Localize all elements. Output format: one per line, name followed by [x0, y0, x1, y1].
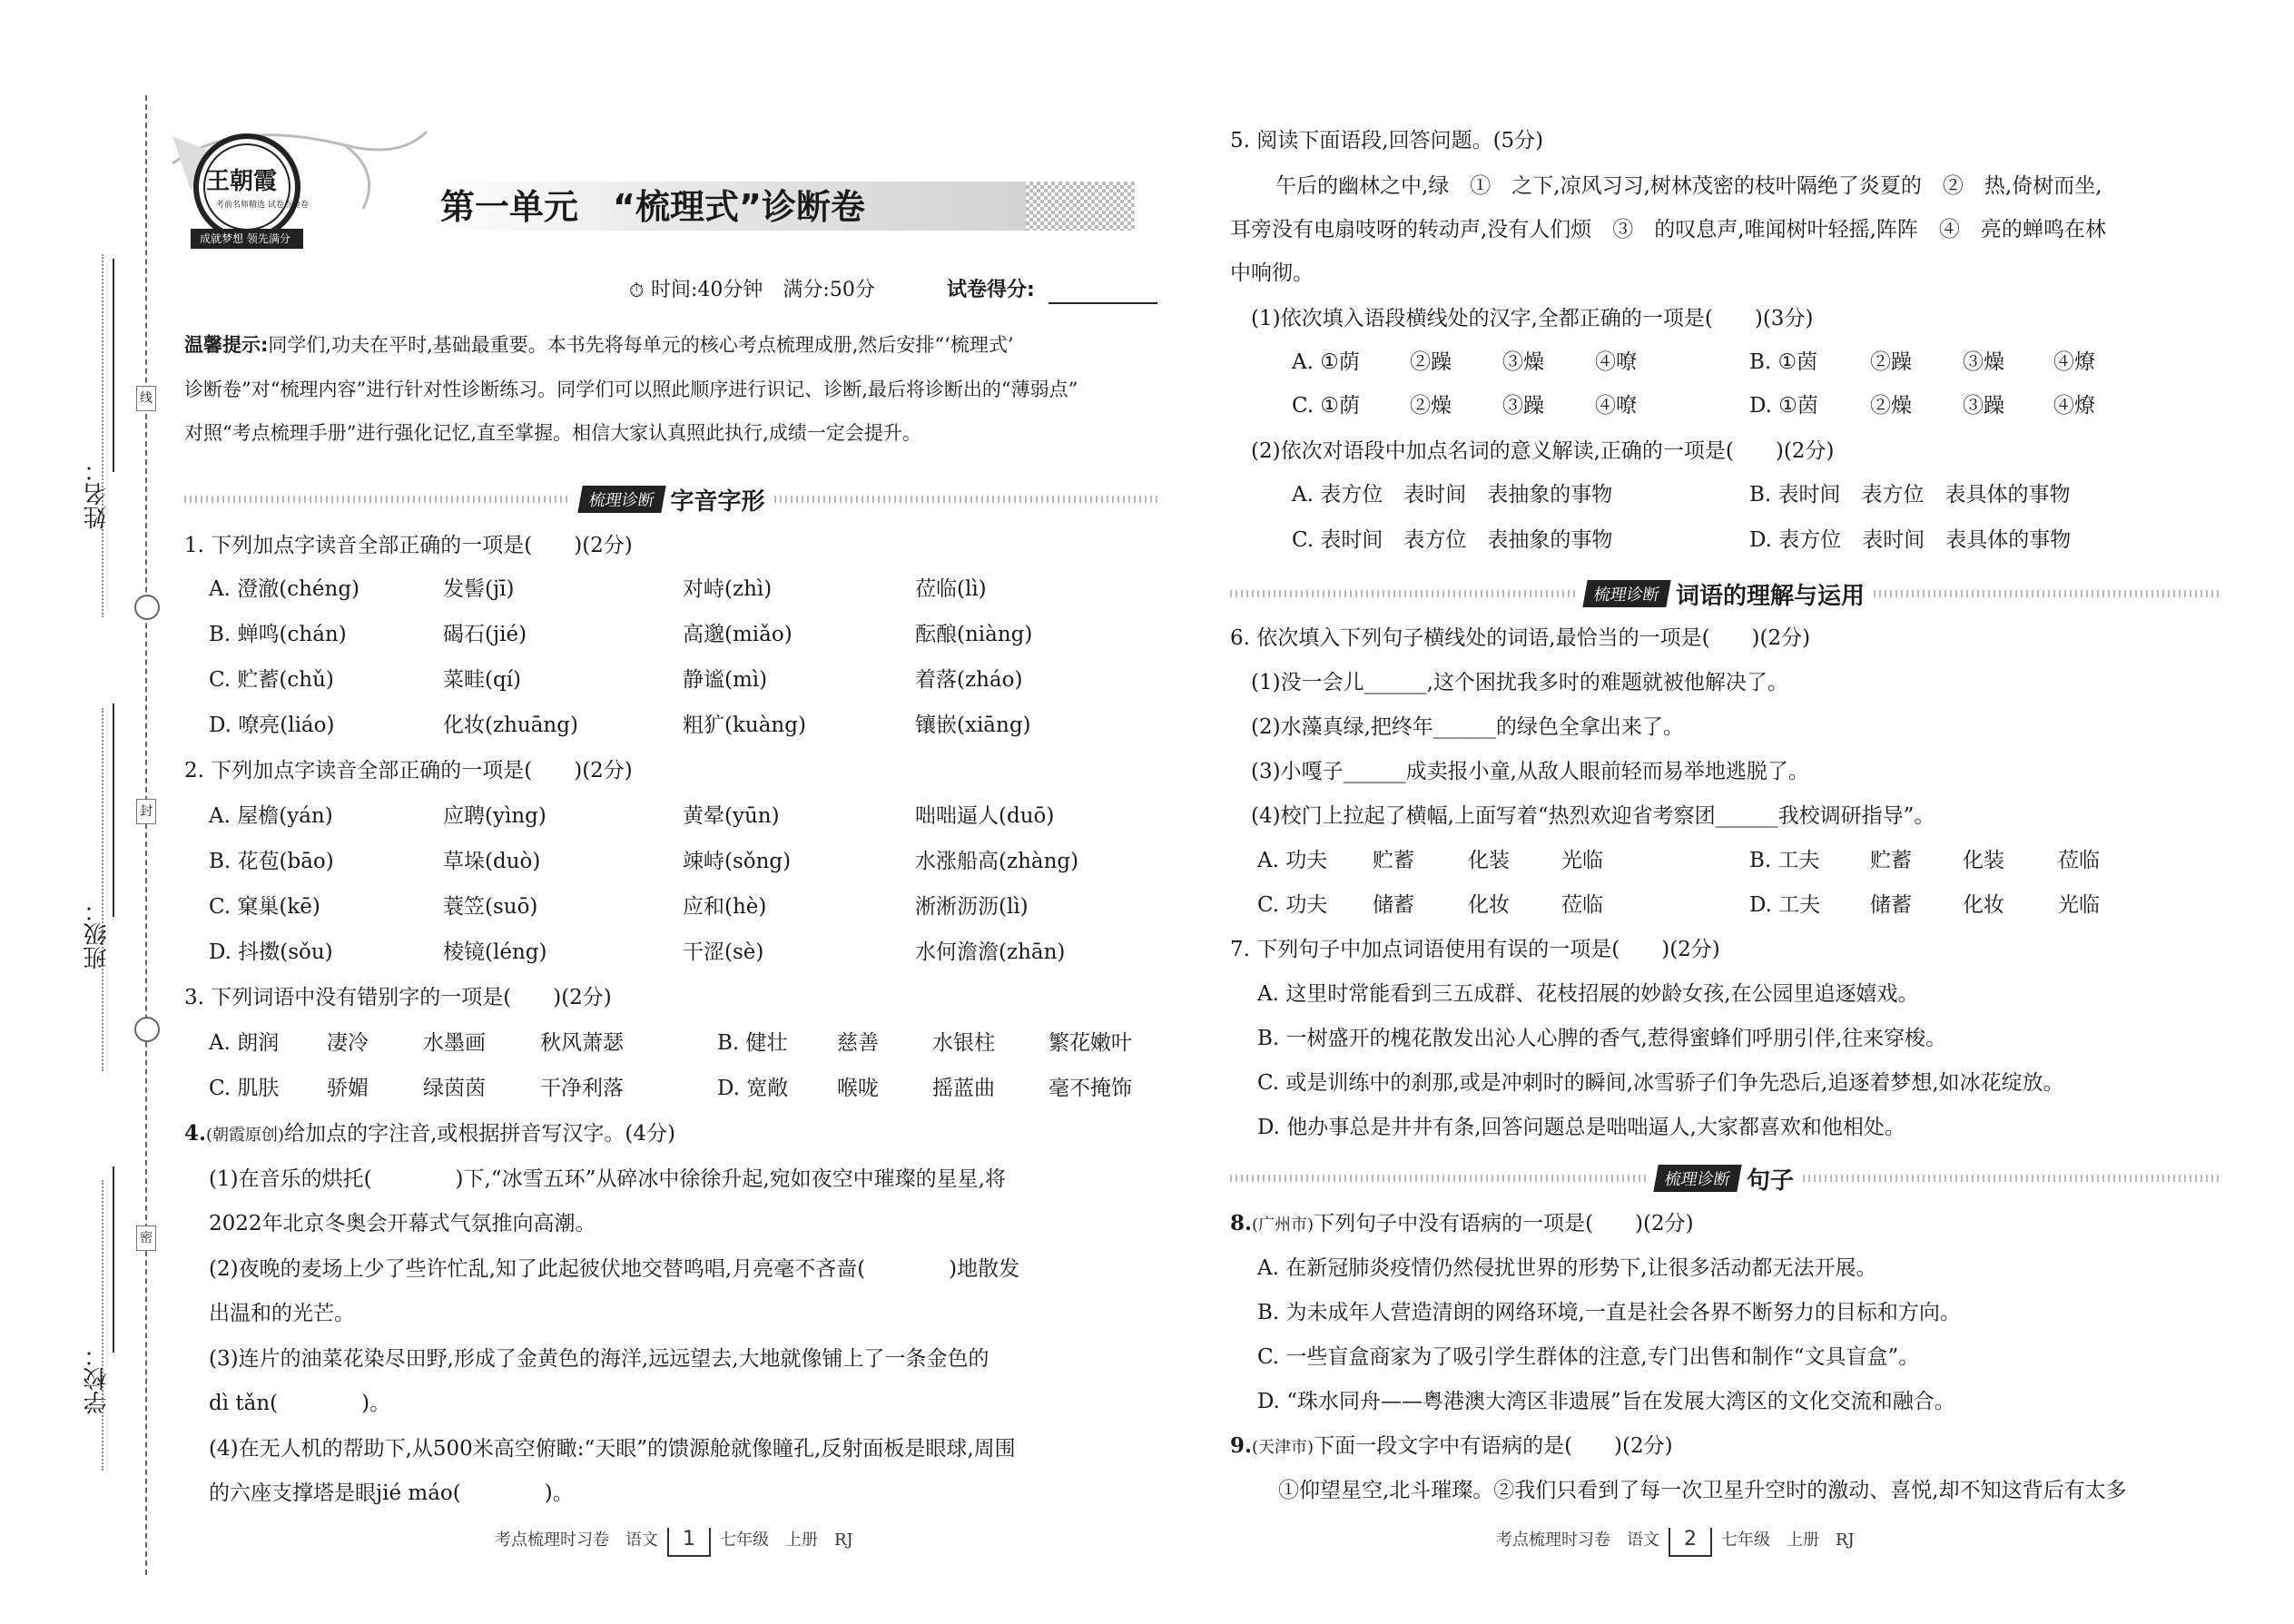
binding-dotted-line — [102, 254, 103, 617]
q2-opt: 黄晕(yūn) — [683, 804, 780, 828]
seal-mi: 密 — [136, 1225, 156, 1251]
q2-opt: 应和(hè) — [683, 895, 767, 919]
q2-opt: A. 屋檐(yán) — [209, 804, 333, 828]
q5-opt: A. 表方位 表时间 表抽象的事物 — [1292, 483, 1613, 507]
section-dots — [184, 496, 571, 503]
name-blank-line — [113, 259, 114, 472]
q3-opt: 凄冷 — [327, 1031, 369, 1055]
q8-num: 8. — [1230, 1211, 1253, 1235]
section-title: 词语的理解与运用 — [1676, 582, 1866, 610]
q1-opt: 碣石(jié) — [443, 623, 527, 646]
q5-para: 午后的幽林之中,绿 ① 之下,凉风习习,树林茂密的枝叶隔绝了炎夏的 ② 热,倚树而坐, — [1275, 174, 2102, 198]
q2-opt: 棱镜(léng) — [443, 940, 547, 964]
q4-line: (1)在音乐的烘托( )下,“冰雪五环”从碎冰中徐徐升起,宛如夜空中璀璨的星星,将 — [209, 1167, 1006, 1191]
seal-circle — [134, 1017, 160, 1042]
q2-opt: 淅淅沥沥(lì) — [915, 895, 1029, 919]
q2-opt: 草垛(duò) — [443, 850, 541, 873]
q1-opt: 菜畦(qí) — [443, 668, 522, 692]
q6-opt: D. 工夫 — [1749, 893, 1821, 917]
q6-line: (2)水藻真绿,把终年______的绿色全拿出来了。 — [1251, 715, 1684, 739]
section-header-2 — [1230, 579, 2220, 608]
q9-line: ①仰望星空,北斗璀璨。②我们只看到了每一次卫星升空时的激动、喜悦,却不知这背后有太多 — [1278, 1479, 2127, 1502]
q6-opt: 储蓄 — [1870, 893, 1912, 917]
q3-opt: 摇蓝曲 — [932, 1077, 995, 1100]
q5-opt: C. 表时间 表方位 表抽象的事物 — [1292, 528, 1613, 552]
section-tag: 梳理诊断 — [1653, 1165, 1741, 1192]
q6-opt: 莅临 — [1561, 893, 1603, 917]
q1-stem: 1. 下列加点字读音全部正确的一项是( )(2分) — [184, 534, 633, 557]
section-dots — [1803, 1175, 2220, 1182]
q1-opt: 高邈(miǎo) — [683, 623, 793, 646]
q6-opt: 储蓄 — [1373, 893, 1414, 917]
q3-opt: A. 朗润 — [209, 1031, 280, 1055]
class-label: 班级： — [84, 899, 111, 969]
exam-meta: 时间:40分钟 满分:50分 — [651, 279, 875, 301]
q8-stem-text: 下列句子中没有语病的一项是( )(2分) — [1314, 1212, 1694, 1235]
binding-dotted-line — [102, 1180, 103, 1471]
name-label: 姓名： — [84, 458, 111, 529]
q3-opt: 慈善 — [837, 1031, 879, 1055]
q1-opt: 粗犷(kuàng) — [683, 714, 806, 737]
q5-opt: ②躁 — [1870, 350, 1912, 374]
q2-opt: 咄咄逼人(duō) — [915, 804, 1055, 828]
footer-left-title: 考点梳理时习卷 语文 — [495, 1530, 658, 1550]
section-header-3 — [1230, 1164, 2220, 1193]
q5-opt: D. ①茵 — [1749, 394, 1818, 418]
score-label: 试卷得分: — [947, 279, 1035, 301]
title-band-pattern — [1026, 182, 1135, 231]
q6-opt: 贮蓄 — [1373, 849, 1414, 872]
q6-opt: C. 功夫 — [1257, 893, 1328, 917]
q2-opt: 水何澹澹(zhān) — [915, 940, 1066, 964]
footer-right-grade: 七年级 上册 RJ — [1721, 1530, 1855, 1550]
clock-icon: ⏱ — [629, 280, 645, 301]
q6-opt: 光临 — [1561, 849, 1603, 872]
q5-opt: ③躁 — [1502, 394, 1544, 418]
q6-opt: A. 功夫 — [1257, 849, 1328, 872]
section-dots — [774, 496, 1161, 503]
q7-opt: C. 或是训练中的刹那,或是冲刺时的瞬间,冰雪骄子们争先恐后,追逐着梦想,如冰花绽放。 — [1257, 1071, 2064, 1095]
q4-tag: (朝霞原创) — [206, 1126, 285, 1145]
q6-line: (3)小嘎子______成卖报小童,从敌人眼前轻而易举地逃脱了。 — [1251, 760, 1809, 783]
q3-opt: 水银柱 — [932, 1031, 995, 1055]
page-number-right: 2 — [1669, 1528, 1712, 1557]
q3-opt: 秋风萧瑟 — [540, 1031, 624, 1055]
q2-opt: D. 抖擞(sǒu) — [209, 940, 333, 964]
q8-stem — [1230, 1210, 1694, 1239]
logo-text: 王朝霞 — [206, 168, 278, 195]
q9-num: 9. — [1230, 1433, 1253, 1458]
q3-opt: 干净利落 — [540, 1077, 624, 1100]
q7-opt: B. 一树盛开的槐花散发出沁人心脾的香气,惹得蜜蜂们呼朋引伴,往来穿梭。 — [1257, 1027, 1947, 1050]
q3-opt: 繁花嫩叶 — [1049, 1031, 1132, 1055]
q5-opt: ③躁 — [1963, 394, 2004, 418]
q1-opt: 镶嵌(xiāng) — [915, 714, 1031, 737]
q5-para: 耳旁没有电扇吱呀的转动声,没有人们烦 ③ 的叹息声,唯闻树叶轻摇,阵阵 ④ 亮的蝉鸣在林 — [1230, 218, 2106, 241]
q3-opt: 毫不掩饰 — [1049, 1077, 1132, 1100]
q6-line: (1)没一会儿______,这个困扰我多时的难题就被他解决了。 — [1251, 671, 1788, 694]
score-blank — [1049, 302, 1157, 304]
seal-circle — [134, 595, 160, 620]
q4-stem-text: 给加点的字注音,或根据拼音写汉字。(4分) — [284, 1122, 675, 1146]
q1-opt: D. 嘹亮(liáo) — [209, 714, 335, 737]
q6-opt: 贮蓄 — [1870, 849, 1912, 872]
q5-opt: ②燥 — [1410, 394, 1452, 418]
tip-line-3: 对照“考点梳理手册”进行强化记忆,直至掌握。相信大家认真照此执行,成绩一定会提升。 — [184, 422, 921, 444]
q5-opt: C. ①荫 — [1292, 394, 1361, 418]
q5-stem: 5. 阅读下面语段,回答问题。(5分) — [1230, 129, 1544, 153]
q7-opt: A. 这里时常能看到三五成群、花枝招展的妙龄女孩,在公园里追逐嬉戏。 — [1257, 982, 1919, 1006]
q3-opt: D. 宽敞 — [717, 1077, 789, 1100]
q7-stem: 7. 下列句子中加点词语使用有误的一项是( )(2分) — [1230, 938, 1720, 961]
q2-opt: 水涨船高(zhàng) — [915, 850, 1079, 873]
page-number-left: 1 — [667, 1528, 711, 1557]
section-title: 句子 — [1747, 1166, 1795, 1195]
section-tag: 梳理诊断 — [577, 486, 665, 513]
q2-opt: 蓑笠(suō) — [443, 895, 538, 919]
tip-line-2: 诊断卷”对“梳理内容”进行针对性诊断练习。同学们可以照此顺序进行识记、诊断,最后将诊断出的“薄弱点” — [184, 379, 1078, 400]
tip-label: 温馨提示: — [184, 334, 269, 356]
q5-opt: ④嘹 — [1595, 350, 1637, 374]
q9-stem — [1230, 1432, 1673, 1462]
q1-opt: 发髻(jī) — [443, 577, 515, 601]
section-header-1 — [184, 485, 1160, 514]
q4-line: 的六座支撑塔是眼jié máo( )。 — [209, 1481, 574, 1505]
q5-opt: ④燎 — [2053, 394, 2095, 418]
class-blank-line — [113, 704, 114, 917]
q4-line: (2)夜晚的麦场上少了些许忙乱,知了此起彼伏地交替鸣唱,月亮毫不吝啬( )地散发 — [209, 1257, 1020, 1281]
section-title: 字音字形 — [670, 487, 765, 516]
seal-line: 线 — [136, 386, 156, 411]
q1-opt: A. 澄澈(chéng) — [209, 577, 360, 601]
tip-line-1 — [184, 331, 1014, 359]
q6-opt: 化妆 — [1468, 893, 1510, 917]
q6-line: (4)校门上拉起了横幅,上面写着“热烈欢迎省考察团______我校调研指导”。 — [1251, 804, 1935, 828]
q3-opt: C. 肌肤 — [209, 1077, 280, 1100]
q2-opt: 干涩(sè) — [683, 940, 764, 964]
q1-opt: 对峙(zhì) — [683, 577, 773, 601]
q4-stem — [184, 1120, 675, 1149]
q5-sub2: (2)依次对语段中加点名词的意义解读,正确的一项是( )(2分) — [1251, 439, 1835, 463]
q6-stem: 6. 依次填入下列句子横线处的词语,最恰当的一项是( )(2分) — [1230, 626, 1811, 650]
q5-opt: D. 表方位 表时间 表具体的事物 — [1749, 528, 2072, 552]
q5-opt: B. ①茵 — [1749, 350, 1818, 374]
q1-opt: 化妆(zhuāng) — [443, 714, 578, 737]
tip-text: 同学们,功夫在平时,基础最重要。本书先将每单元的核心考点梳理成册,然后安排“‘梳理式’ — [268, 334, 1014, 356]
q4-num: 4. — [184, 1121, 207, 1146]
q3-opt: 骄媚 — [327, 1077, 369, 1100]
q6-opt: 化装 — [1468, 849, 1510, 872]
q5-opt: ③燥 — [1963, 350, 2004, 374]
q3-stem: 3. 下列词语中没有错别字的一项是( )(2分) — [184, 986, 612, 1009]
school-blank-line — [113, 1166, 114, 1353]
q6-opt: 莅临 — [2058, 849, 2100, 872]
seal-seal: 封 — [136, 799, 156, 824]
q6-opt: 化装 — [1963, 849, 2004, 872]
q5-opt: B. 表时间 表方位 表具体的事物 — [1749, 483, 2071, 507]
q8-tag: (广州市) — [1252, 1216, 1314, 1235]
q1-opt: 莅临(lì) — [915, 577, 987, 601]
school-label: 学校： — [84, 1343, 111, 1414]
q8-opt: C. 一些盲盒商家为了吸引学生群体的注意,专门出售和制作“文具盲盒”。 — [1257, 1345, 1920, 1369]
q5-sub1: (1)依次填入语段横线处的汉字,全都正确的一项是( )(3分) — [1251, 307, 1814, 330]
q8-opt: D. “珠水同舟——粤港澳大湾区非遗展”旨在发展大湾区的文化交流和融合。 — [1257, 1390, 1955, 1413]
q4-line: dì tǎn( )。 — [209, 1392, 391, 1415]
q4-line: (3)连片的油菜花染尽田野,形成了金黄色的海洋,远远望去,大地就像铺上了一条金色的 — [209, 1347, 989, 1371]
logo-sub: 考前名师精选 试卷点金卷 — [216, 201, 309, 210]
q5-opt: ③燥 — [1502, 350, 1544, 374]
footer-left-grade: 七年级 上册 RJ — [720, 1530, 853, 1550]
q4-line: (4)在无人机的帮助下,从500米高空俯瞰:“天眼”的馈源舱就像瞳孔,反射面板是眼球,周围 — [209, 1437, 1016, 1461]
q1-opt: 静谧(mì) — [683, 668, 768, 692]
q3-opt: 喉咙 — [837, 1077, 879, 1100]
q5-para: 中响彻。 — [1230, 261, 1314, 285]
section-dots — [1874, 590, 2220, 597]
q3-opt: 绿茵茵 — [423, 1077, 486, 1100]
q2-stem: 2. 下列加点字读音全部正确的一项是( )(2分) — [184, 759, 633, 782]
q1-opt: 着落(zháo) — [915, 668, 1023, 692]
q8-opt: A. 在新冠肺炎疫情仍然侵扰世界的形势下,让很多活动都无法开展。 — [1257, 1256, 1877, 1280]
section-dots — [1230, 590, 1576, 597]
q6-opt: 化妆 — [1963, 893, 2004, 917]
page-title: 第一单元 “梳理式”诊断卷 — [440, 187, 865, 227]
q5-opt: ④嘹 — [1595, 394, 1637, 418]
q2-opt: B. 花苞(bāo) — [209, 850, 334, 873]
q6-opt: 光临 — [2058, 893, 2100, 917]
q5-opt: ②躁 — [1410, 350, 1452, 374]
q6-opt: B. 工夫 — [1749, 849, 1820, 872]
footer-right — [1496, 1527, 1855, 1557]
section-dots — [1230, 1175, 1647, 1182]
footer-right-title: 考点梳理时习卷 语文 — [1496, 1530, 1659, 1550]
q5-opt: A. ①荫 — [1292, 350, 1360, 374]
q7-opt: D. 他办事总是井井有条,回答问题总是咄咄逼人,大家都喜欢和他相处。 — [1257, 1116, 1905, 1139]
logo-ribbon: 成就梦想 领先满分 — [200, 232, 290, 245]
q9-stem-text: 下面一段文字中有语病的是( )(2分) — [1314, 1434, 1673, 1458]
q4-line: 2022年北京冬奥会开幕式气氛推向高潮。 — [209, 1212, 596, 1235]
q8-opt: B. 为未成年人营造清朗的网络环境,一直是社会各界不断努力的目标和方向。 — [1257, 1301, 1961, 1324]
footer-left — [495, 1527, 853, 1557]
q3-opt: 水墨画 — [423, 1031, 486, 1055]
q5-opt: ④燎 — [2053, 350, 2095, 374]
binding-dotted-line — [102, 708, 103, 1071]
section-tag: 梳理诊断 — [1582, 580, 1670, 607]
q2-opt: C. 窠巢(kē) — [209, 895, 320, 919]
q1-opt: B. 蝉鸣(chán) — [209, 623, 347, 646]
q5-opt: ②燥 — [1870, 394, 1912, 418]
q9-tag: (天津市) — [1252, 1438, 1314, 1457]
q1-opt: C. 贮蓄(chǔ) — [209, 668, 334, 692]
binding-dashed-line — [145, 95, 147, 1575]
q2-opt: 应聘(yìng) — [443, 804, 546, 828]
q1-opt: 酝酿(niàng) — [915, 623, 1033, 646]
q2-opt: 竦峙(sǒng) — [683, 850, 792, 873]
q3-opt: B. 健壮 — [717, 1031, 788, 1055]
q4-line: 出温和的光芒。 — [209, 1302, 355, 1325]
